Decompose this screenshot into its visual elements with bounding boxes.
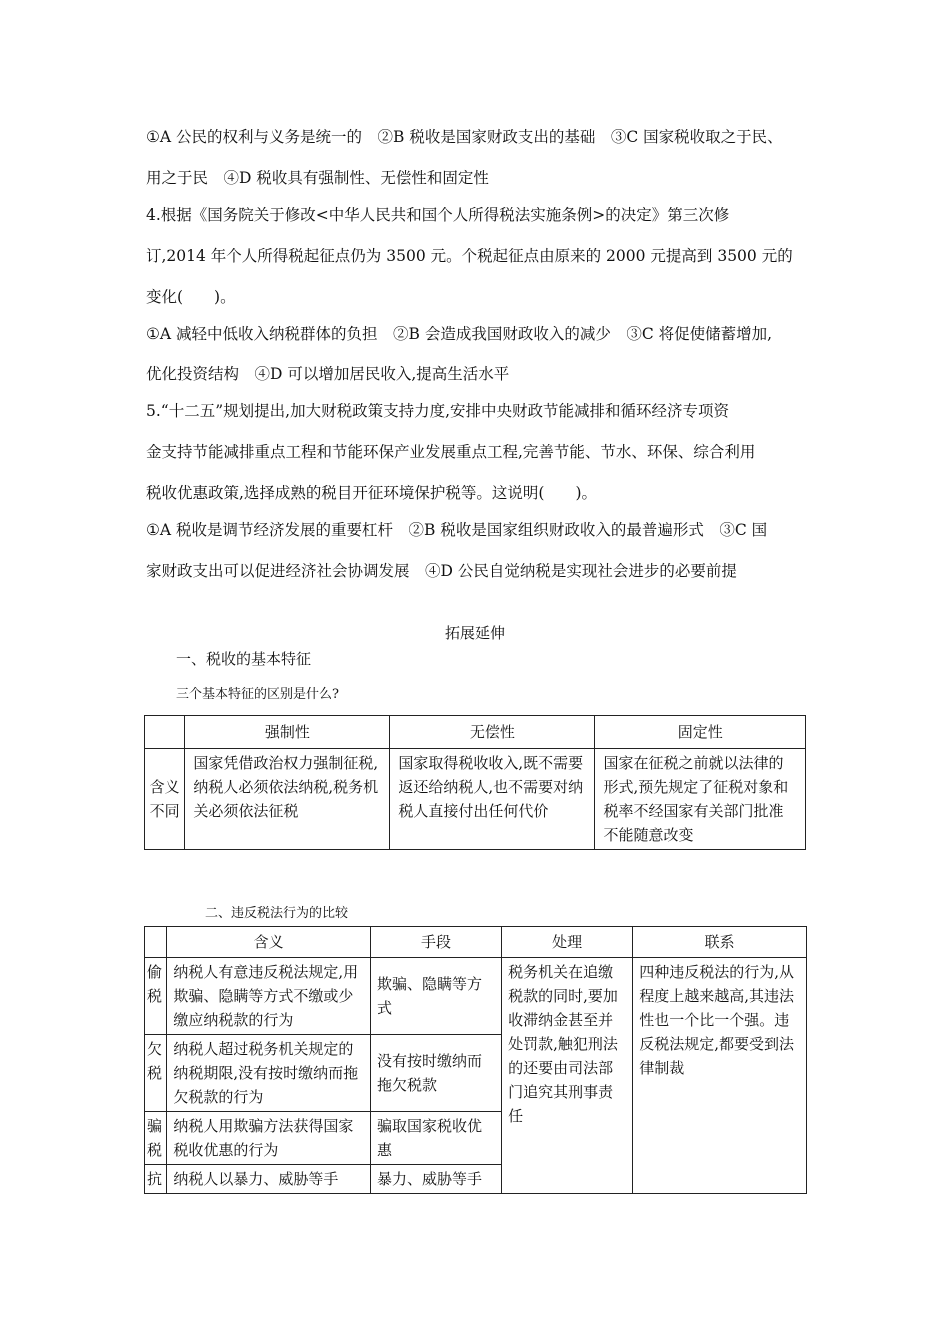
tax-features-table <box>144 715 806 850</box>
cell-gratuitous: 国家取得税收收入,既不需要返还给纳税人,也不需要对纳税人直接付出任何代价 <box>390 749 595 850</box>
table-row <box>145 958 807 1035</box>
table-header-row <box>145 716 806 749</box>
tax-violation-table <box>144 926 807 1194</box>
cell-meaning: 纳税人以暴力、威胁等手 <box>167 1165 371 1194</box>
row-label: 欠税 <box>145 1035 167 1112</box>
cell-means: 骗取国家税收优惠 <box>370 1112 501 1165</box>
cell-relation: 四种违反税法的行为,从程度上越来越高,其违法性也一个比一个强。违反税法规定,都要受到法律制裁 <box>633 958 807 1194</box>
q4-stem-line3: 变化( )。 <box>146 288 236 306</box>
q5-options-line2: 家财政支出可以促进经济社会协调发展 ④D 公民自觉纳税是实现社会进步的必要前提 <box>146 562 737 580</box>
cell-means: 暴力、威胁等手 <box>370 1165 501 1194</box>
table-header-handling: 处理 <box>502 927 633 958</box>
table-header-gratuitous: 无偿性 <box>390 716 595 749</box>
table-header-compulsory: 强制性 <box>185 716 390 749</box>
row-label: 偷税 <box>145 958 167 1035</box>
q3-options-line1: ①A 公民的权利与义务是统一的 ②B 税收是国家财政支出的基础 ③C 国家税收取之于民、 <box>146 128 783 146</box>
table-header-fixed: 固定性 <box>595 716 806 749</box>
q3-options-line2: 用之于民 ④D 税收具有强制性、无偿性和固定性 <box>146 169 489 187</box>
cell-compulsory: 国家凭借政治权力强制征税,纳税人必须依法纳税,税务机关必须依法征税 <box>185 749 390 850</box>
section1-subheading: 三个基本特征的区别是什么? <box>176 687 339 702</box>
cell-means: 欺骗、隐瞒等方式 <box>370 958 501 1035</box>
extension-title: 拓展延伸 <box>444 624 505 642</box>
table-header-empty <box>145 716 185 749</box>
q4-stem-line2: 订,2014 年个人所得税起征点仍为 3500 元。个税起征点由原来的 2000 元提高到 3500 元的 <box>146 247 793 265</box>
q5-stem-line3: 税收优惠政策,选择成熟的税目开征环境保护税等。这说明( )。 <box>146 484 598 502</box>
cell-meaning: 纳税人有意违反税法规定,用欺骗、隐瞒等方式不缴或少缴应纳税款的行为 <box>167 958 371 1035</box>
table-header-meaning: 含义 <box>167 927 371 958</box>
q5-stem-line1: 5.“十二五”规划提出,加大财税政策支持力度,安排中央财政节能减排和循环经济专项资 <box>146 402 729 420</box>
table-row <box>145 749 806 850</box>
row-label: 抗 <box>145 1165 167 1194</box>
table-header-relation: 联系 <box>633 927 807 958</box>
cell-means: 没有按时缴纳而拖欠税款 <box>370 1035 501 1112</box>
section2-heading: 二、违反税法行为的比较 <box>205 906 349 921</box>
q5-options-line1: ①A 税收是调节经济发展的重要杠杆 ②B 税收是国家组织财政收入的最普遍形式 ③C 国 <box>146 521 768 539</box>
table-header-means: 手段 <box>370 927 501 958</box>
table-header-row <box>145 927 807 958</box>
q4-options-line1: ①A 减轻中低收入纳税群体的负担 ②B 会造成我国财政收入的减少 ③C 将促使储蓄增加, <box>146 325 773 343</box>
table-header-empty <box>145 927 167 958</box>
cell-fixed: 国家在征税之前就以法律的形式,预先规定了征税对象和税率不经国家有关部门批准不能随意改变 <box>595 749 806 850</box>
q4-options-line2: 优化投资结构 ④D 可以增加居民收入,提高生活水平 <box>146 365 510 383</box>
row-label: 含义不同 <box>145 749 185 850</box>
row-label: 骗税 <box>145 1112 167 1165</box>
q4-stem-line1: 4.根据《国务院关于修改<中华人民共和国个人所得税法实施条例>的决定》第三次修 <box>146 206 730 224</box>
cell-handling: 税务机关在追缴税款的同时,要加收滞纳金甚至并处罚款,触犯刑法的还要由司法部门追究其刑事责任 <box>502 958 633 1194</box>
cell-meaning: 纳税人用欺骗方法获得国家税收优惠的行为 <box>167 1112 371 1165</box>
cell-meaning: 纳税人超过税务机关规定的纳税期限,没有按时缴纳而拖欠税款的行为 <box>167 1035 371 1112</box>
section1-heading: 一、税收的基本特征 <box>176 650 312 668</box>
q5-stem-line2: 金支持节能减排重点工程和节能环保产业发展重点工程,完善节能、节水、环保、综合利用 <box>146 443 756 461</box>
